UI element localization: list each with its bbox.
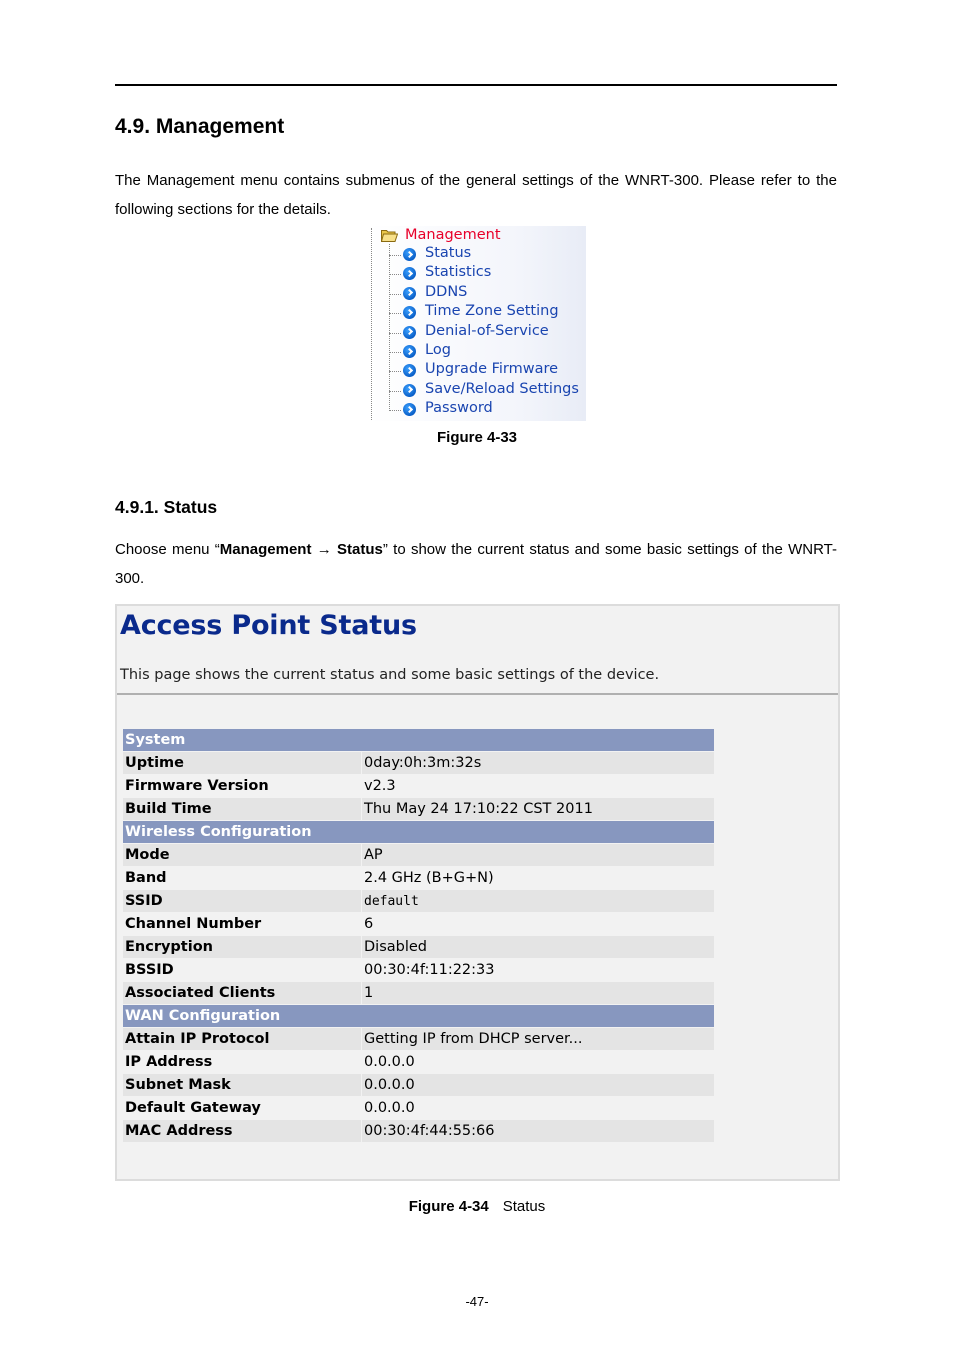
row-value: Disabled <box>362 936 715 959</box>
table-row <box>123 867 715 890</box>
row-label: Associated Clients <box>123 982 362 1005</box>
arrow-circle-icon <box>403 306 416 319</box>
row-label: MAC Address <box>123 1120 362 1143</box>
row-label: Band <box>123 867 362 890</box>
arrow-circle-icon <box>403 403 416 416</box>
tree-connector <box>389 313 401 314</box>
arrow-circle-icon <box>403 364 416 377</box>
row-value: default <box>362 890 715 913</box>
table-row <box>123 890 715 913</box>
separator <box>117 693 838 695</box>
status-page-description: This page shows the current status and some basic settings of the device. <box>120 667 660 683</box>
access-point-status-screenshot <box>115 604 840 1181</box>
row-value: 0.0.0.0 <box>362 1097 715 1120</box>
menu-item-label: Time Zone Setting <box>425 303 559 320</box>
row-value: 0.0.0.0 <box>362 1074 715 1097</box>
folder-open-icon <box>381 229 398 242</box>
tree-connector <box>389 333 401 334</box>
table-row <box>123 1028 715 1051</box>
group-header-label: WAN Configuration <box>123 1005 715 1028</box>
tree-connector <box>389 410 401 411</box>
table-row <box>123 1074 715 1097</box>
tree-connector <box>389 391 401 392</box>
section-intro: The Management menu contains submenus of the general settings of the WNRT-300. Please refer to the following sections for the details. <box>115 172 837 218</box>
group-header-label: System <box>123 729 715 752</box>
row-label: Channel Number <box>123 913 362 936</box>
table-row <box>123 1097 715 1120</box>
group-header-label: Wireless Configuration <box>123 821 715 844</box>
arrow-circle-icon <box>403 267 416 280</box>
arrow-circle-icon <box>403 345 416 358</box>
subsection-heading: 4.9.1. Status <box>115 497 218 517</box>
row-label: Encryption <box>123 936 362 959</box>
menu-item-label: Statistics <box>425 264 492 281</box>
arrow-circle-icon <box>403 326 416 339</box>
table-row <box>123 959 715 982</box>
row-value: 0day:0h:3m:32s <box>362 752 715 775</box>
subsection-text <box>115 535 837 593</box>
row-label: Firmware Version <box>123 775 362 798</box>
table-row <box>123 1120 715 1143</box>
table-row <box>123 1051 715 1074</box>
tree-connector <box>389 255 401 256</box>
row-label: Build Time <box>123 798 362 821</box>
menu-item-label: Log <box>425 342 451 358</box>
figure-title: Status <box>502 1198 546 1215</box>
row-value: 00:30:4f:44:55:66 <box>362 1120 715 1143</box>
figure-label: Figure 4-34 <box>408 1198 489 1215</box>
management-menu-tree <box>369 226 586 421</box>
figure-caption: Figure 4-33 <box>436 429 518 446</box>
row-value: AP <box>362 844 715 867</box>
row-value: 1 <box>362 982 715 1005</box>
row-label: BSSID <box>123 959 362 982</box>
row-value: v2.3 <box>362 775 715 798</box>
header-rule <box>115 84 837 86</box>
row-value: 6 <box>362 913 715 936</box>
row-label: Subnet Mask <box>123 1074 362 1097</box>
tree-connector <box>389 274 401 275</box>
tree-connector <box>389 352 401 353</box>
tree-connector <box>389 371 401 372</box>
status-table <box>122 728 715 1143</box>
row-value: Thu May 24 17:10:22 CST 2011 <box>362 798 715 821</box>
row-label: SSID <box>123 890 362 913</box>
table-row <box>123 913 715 936</box>
tree-line <box>371 228 372 420</box>
menu-item-label: Upgrade Firmware <box>425 361 559 378</box>
table-row <box>123 775 715 798</box>
menu-item-label: Denial-of-Service <box>425 322 549 339</box>
table-row <box>123 752 715 775</box>
row-value: Getting IP from DHCP server... <box>362 1028 715 1051</box>
arrow-circle-icon <box>403 248 416 261</box>
page-number: -47- <box>465 1294 489 1309</box>
figure-caption <box>0 1198 954 1215</box>
menu-item-label: Status <box>425 245 472 261</box>
group-header <box>123 1005 715 1028</box>
menu-item-name: Status <box>337 541 383 558</box>
status-page-title: Access Point Status <box>120 610 417 641</box>
table-row <box>123 798 715 821</box>
tree-connector <box>389 294 401 295</box>
table-row <box>123 936 715 959</box>
arrow-circle-icon <box>403 287 416 300</box>
row-label: Uptime <box>123 752 362 775</box>
row-value: 00:30:4f:11:22:33 <box>362 959 715 982</box>
menu-name: Management <box>219 541 312 558</box>
menu-root-management[interactable]: Management <box>405 227 501 243</box>
menu-item-label: Password <box>425 400 493 417</box>
table-row <box>123 844 715 867</box>
menu-item-label: DDNS <box>425 283 468 300</box>
row-value: 0.0.0.0 <box>362 1051 715 1074</box>
row-value: 2.4 GHz (B+G+N) <box>362 867 715 890</box>
row-label: IP Address <box>123 1051 362 1074</box>
section-heading: 4.9. Management <box>115 115 285 138</box>
text-post: ” to show the current status and some basic settings of the WNRT-300. <box>115 541 837 587</box>
row-label: Attain IP Protocol <box>123 1028 362 1051</box>
arrow-glyph: → <box>316 541 332 558</box>
row-label: Default Gateway <box>123 1097 362 1120</box>
text-pre: Choose menu “ <box>115 541 220 558</box>
table-row <box>123 982 715 1005</box>
tree-line <box>389 244 390 409</box>
arrow-circle-icon <box>403 384 416 397</box>
group-header <box>123 729 715 752</box>
row-label: Mode <box>123 844 362 867</box>
group-header <box>123 821 715 844</box>
menu-item-label: Save/Reload Settings <box>425 380 579 397</box>
